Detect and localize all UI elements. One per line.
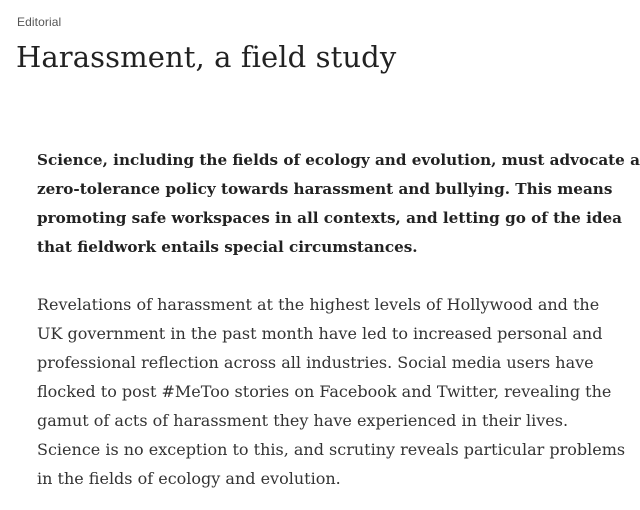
article-title: Harassment, a field study [16, 40, 397, 74]
abstract-line: promoting safe workspaces in all contexts, and letting go of the idea [37, 209, 622, 227]
body-line: gamut of acts of harassment they have experienced in their lives. [37, 411, 569, 430]
article-body-paragraph [37, 290, 633, 493]
body-line: Revelations of harassment at the highest levels of Hollywood and the [37, 295, 600, 314]
article-abstract [37, 146, 640, 262]
body-line: Science is no exception to this, and scrutiny reveals particular problems [37, 440, 626, 459]
abstract-line: zero-tolerance policy towards harassment and bullying. This means [37, 180, 613, 198]
body-line: UK government in the past month have led to increased personal and [37, 324, 603, 343]
article-type-label: Editorial [17, 15, 62, 29]
body-line: professional reflection across all industries. Social media users have [37, 353, 594, 372]
body-line: flocked to post #MeToo stories on Facebook and Twitter, revealing the [37, 382, 612, 401]
body-line: in the fields of ecology and evolution. [37, 469, 341, 488]
abstract-line: Science, including the fields of ecology and evolution, must advocate a [37, 151, 640, 169]
abstract-line: that fieldwork entails special circumstances. [37, 238, 418, 256]
